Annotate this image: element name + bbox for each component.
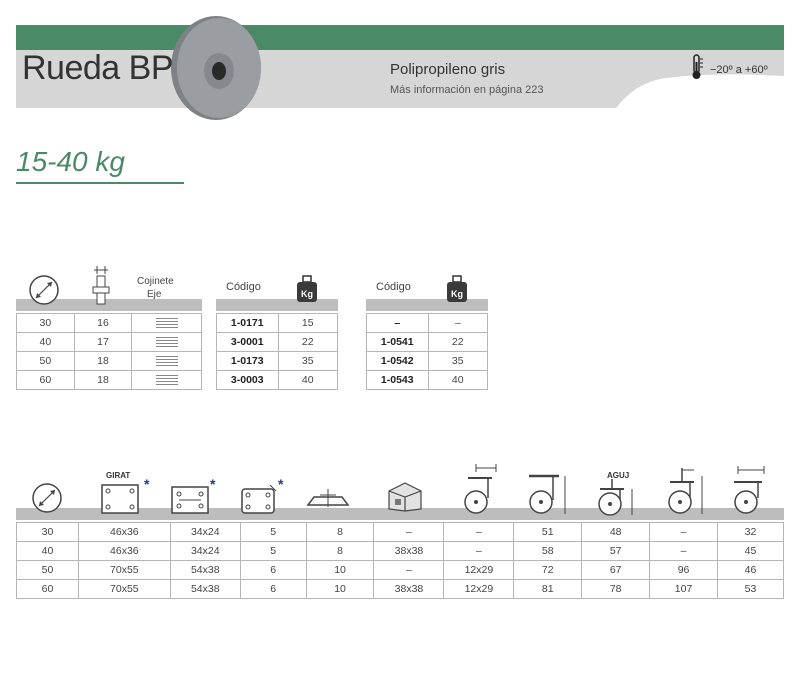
code-cell: 1-0173 xyxy=(217,352,279,371)
table-row xyxy=(17,580,784,599)
bearing-cell xyxy=(132,371,202,390)
code-cell: 1-0541 xyxy=(367,333,429,352)
table-row xyxy=(17,352,202,371)
table-row xyxy=(217,314,338,333)
table-row xyxy=(217,352,338,371)
bearing-label: Cojinete xyxy=(137,276,174,287)
table-cell: 6 xyxy=(240,580,306,599)
table-cell: 8 xyxy=(306,542,374,561)
hole-diameter-icon xyxy=(240,476,290,515)
table-row xyxy=(17,561,784,580)
width-cell: 17 xyxy=(74,333,132,352)
table-cell: 78 xyxy=(582,580,650,599)
code-cell: 3-0003 xyxy=(217,371,279,390)
brake-castor-icon xyxy=(664,466,710,516)
table-cell: – xyxy=(444,523,514,542)
wheel-width-icon xyxy=(90,266,112,306)
bolt-hole-castor-icon xyxy=(594,479,640,517)
wheel-icon xyxy=(168,14,264,122)
table-row xyxy=(17,542,784,561)
table-cell: 60 xyxy=(17,580,79,599)
table-cell: – xyxy=(374,561,444,580)
plain-bearing-icon xyxy=(156,356,178,366)
castor-offset-icon xyxy=(728,466,774,516)
table-cell: 32 xyxy=(718,523,784,542)
code-cell: 3-0001 xyxy=(217,333,279,352)
table-cell: 5 xyxy=(240,542,306,561)
swivel-castor-offset-icon xyxy=(460,462,504,514)
table-cell: 45 xyxy=(718,542,784,561)
table-cell: 51 xyxy=(514,523,582,542)
load-cell: – xyxy=(428,314,487,333)
table-cell: 58 xyxy=(514,542,582,561)
load-cell: 15 xyxy=(278,314,337,333)
diameter-cell: 30 xyxy=(17,314,75,333)
table-cell: 70x55 xyxy=(78,561,170,580)
bracket-icon xyxy=(385,481,425,513)
kg-text: Kg xyxy=(301,289,313,299)
table-row xyxy=(217,333,338,352)
table1 xyxy=(16,313,202,390)
table-cell: 5 xyxy=(240,523,306,542)
width-cell: 18 xyxy=(74,371,132,390)
table-cell: 40 xyxy=(17,542,79,561)
more-info-label: Más información en página 223 xyxy=(390,84,544,96)
table-cell: 81 xyxy=(514,580,582,599)
table-cell: 107 xyxy=(650,580,718,599)
code-cell: 1-0543 xyxy=(367,371,429,390)
load-range-title: 15-40 kg xyxy=(16,146,125,177)
table-row xyxy=(17,523,784,542)
table-cell: – xyxy=(650,542,718,561)
diameter-cell: 40 xyxy=(17,333,75,352)
swivel-castor-height-icon xyxy=(525,472,571,516)
table-cell: 10 xyxy=(306,561,374,580)
table-cell: 38x38 xyxy=(374,542,444,561)
bearing-cell xyxy=(132,314,202,333)
bearing-cell xyxy=(132,333,202,352)
table-cell: 6 xyxy=(240,561,306,580)
table-cell: 48 xyxy=(582,523,650,542)
table-cell: 30 xyxy=(17,523,79,542)
kg-weight-icon xyxy=(296,274,318,304)
table2-header-strip xyxy=(216,299,338,311)
width-cell: 18 xyxy=(74,352,132,371)
table-cell: – xyxy=(444,542,514,561)
table-cell: 46x36 xyxy=(78,523,170,542)
table4 xyxy=(16,522,784,599)
table-cell: 54x38 xyxy=(170,561,240,580)
temperature-range: −20º a +60º xyxy=(710,64,768,76)
table3-header-strip xyxy=(366,299,488,311)
table-cell: 67 xyxy=(582,561,650,580)
page-title: Rueda BP xyxy=(22,49,173,87)
diameter-icon xyxy=(31,482,63,514)
diameter-cell: 60 xyxy=(17,371,75,390)
table-cell: 46x36 xyxy=(78,542,170,561)
table-cell: 8 xyxy=(306,523,374,542)
bearing-cell xyxy=(132,352,202,371)
plate-hole-spacing-icon xyxy=(170,476,220,515)
table-cell: 57 xyxy=(582,542,650,561)
svg-text:*: * xyxy=(210,476,216,492)
axle-label: Eje xyxy=(147,289,162,300)
aguj-label: AGUJ xyxy=(607,471,630,480)
svg-text:*: * xyxy=(278,476,284,492)
code-cell: 1-0171 xyxy=(217,314,279,333)
table-row xyxy=(17,333,202,352)
svg-text:*: * xyxy=(144,476,150,492)
plate-thickness-icon xyxy=(306,487,350,511)
table-cell: – xyxy=(650,523,718,542)
table-cell: 12x29 xyxy=(444,580,514,599)
code-cell: 1-0542 xyxy=(367,352,429,371)
table-row xyxy=(367,352,488,371)
table3 xyxy=(366,313,488,390)
plain-bearing-icon xyxy=(156,375,178,385)
width-cell: 16 xyxy=(74,314,132,333)
table-cell: 38x38 xyxy=(374,580,444,599)
table-cell: 50 xyxy=(17,561,79,580)
table-row xyxy=(367,333,488,352)
kg-weight-icon xyxy=(446,274,468,304)
load-cell: 40 xyxy=(278,371,337,390)
table-row xyxy=(17,314,202,333)
code-label: Código xyxy=(226,281,261,293)
table-row xyxy=(217,371,338,390)
plate-large-icon xyxy=(100,476,150,515)
code-cell: – xyxy=(367,314,429,333)
table-cell: 54x38 xyxy=(170,580,240,599)
load-cell: 35 xyxy=(428,352,487,371)
diameter-cell: 50 xyxy=(17,352,75,371)
table-cell: – xyxy=(374,523,444,542)
load-cell: 35 xyxy=(278,352,337,371)
load-cell: 22 xyxy=(278,333,337,352)
kg-text: Kg xyxy=(451,289,463,299)
title-underline xyxy=(16,182,184,184)
header-green-band xyxy=(16,25,784,50)
diameter-icon xyxy=(28,274,60,306)
table-cell: 96 xyxy=(650,561,718,580)
plain-bearing-icon xyxy=(156,318,178,328)
table-cell: 12x29 xyxy=(444,561,514,580)
table-cell: 53 xyxy=(718,580,784,599)
plain-bearing-icon xyxy=(156,337,178,347)
table2 xyxy=(216,313,338,390)
load-cell: 22 xyxy=(428,333,487,352)
table-cell: 10 xyxy=(306,580,374,599)
girat-label: GIRAT xyxy=(106,471,131,480)
table-cell: 72 xyxy=(514,561,582,580)
thermometer-icon xyxy=(690,54,704,80)
table-cell: 34x24 xyxy=(170,523,240,542)
table-row xyxy=(17,371,202,390)
code-label: Código xyxy=(376,281,411,293)
table-cell: 70x55 xyxy=(78,580,170,599)
material-label: Polipropileno gris xyxy=(390,61,506,78)
table-row xyxy=(367,371,488,390)
load-cell: 40 xyxy=(428,371,487,390)
table-cell: 34x24 xyxy=(170,542,240,561)
table-cell: 46 xyxy=(718,561,784,580)
table-row xyxy=(367,314,488,333)
